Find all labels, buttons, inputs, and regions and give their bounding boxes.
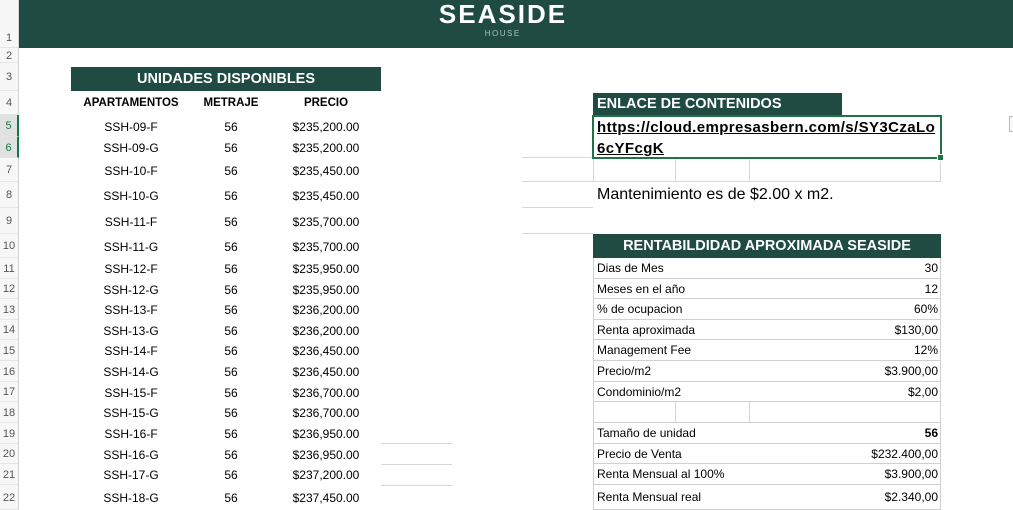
edge-shape xyxy=(1009,116,1013,132)
unit-price-cell[interactable]: $237,450.00 xyxy=(292,491,360,505)
row-header-20[interactable]: 20 xyxy=(0,444,19,464)
unit-code-cell[interactable]: SSH-18-G xyxy=(103,491,159,505)
unit-size-cell[interactable]: 56 xyxy=(224,447,238,462)
profitability-label-cell[interactable]: Renta aproximada xyxy=(597,322,696,337)
row-header-7[interactable]: 7 xyxy=(0,158,19,182)
row-header-19[interactable]: 19 xyxy=(0,423,19,444)
unit-code-cell[interactable]: SSH-11-G xyxy=(103,239,159,254)
row-header-5[interactable]: 5 xyxy=(0,115,19,137)
unit-code-cell[interactable]: SSH-11-F xyxy=(104,214,158,229)
unit-size-cell[interactable]: 56 xyxy=(224,491,238,505)
profitability-value-cell[interactable]: $3.900,00 xyxy=(884,467,938,481)
unit-code-cell[interactable]: SSH-16-G xyxy=(103,447,159,462)
unit-size-cell[interactable]: 56 xyxy=(224,344,238,358)
seaside-banner xyxy=(19,0,1013,48)
unit-price-cell[interactable]: $235,700.00 xyxy=(292,214,360,229)
unit-size-cell[interactable]: 56 xyxy=(224,214,238,229)
unit-size-cell[interactable]: 56 xyxy=(224,406,238,420)
unit-size-cell[interactable]: 56 xyxy=(224,385,238,400)
unit-price-cell[interactable]: $236,200.00 xyxy=(292,303,360,317)
unit-price-cell[interactable]: $236,450.00 xyxy=(292,365,360,379)
unit-code-cell[interactable]: SSH-10-G xyxy=(103,188,159,203)
unit-code-cell[interactable]: SSH-17-G xyxy=(103,468,159,482)
profitability-row xyxy=(593,299,941,320)
unit-price-cell[interactable]: $235,450.00 xyxy=(292,163,360,178)
contents-link[interactable]: https://cloud.empresasbern.com/s/SY3CzaLo6cYFcgK xyxy=(597,119,936,157)
profitability-label-cell[interactable]: Condominio/m2 xyxy=(597,384,682,399)
unit-size-cell[interactable]: 56 xyxy=(224,188,238,203)
unit-price-cell[interactable]: $235,950.00 xyxy=(292,282,360,297)
gridline xyxy=(749,158,750,182)
unit-code-cell[interactable]: SSH-14-G xyxy=(103,365,159,379)
profitability-label-cell[interactable]: Tamaño de unidad xyxy=(597,426,696,440)
gridline xyxy=(381,485,452,486)
row-header-11[interactable]: 11 xyxy=(0,258,19,279)
unit-price-cell[interactable]: $235,700.00 xyxy=(292,239,360,254)
profitability-row xyxy=(593,258,941,279)
profitability-label-cell[interactable]: Renta Mensual real xyxy=(597,490,702,504)
unit-code-cell[interactable]: SSH-09-G xyxy=(103,141,159,155)
column-header-metraje[interactable]: METRAJE xyxy=(203,97,259,109)
profitability-title-cell[interactable]: RENTABILDIDAD APROXIMADA SEASIDE xyxy=(593,234,941,258)
profitability-label-cell[interactable]: Meses en el año xyxy=(597,281,686,296)
unit-size-cell[interactable]: 56 xyxy=(224,427,238,441)
gridline xyxy=(940,158,941,182)
unit-size-cell[interactable]: 56 xyxy=(224,119,238,134)
gridline xyxy=(522,207,593,208)
unit-price-cell[interactable]: $236,700.00 xyxy=(292,385,360,400)
unit-size-cell[interactable]: 56 xyxy=(224,239,238,254)
profitability-row xyxy=(593,279,941,299)
row-header-2[interactable]: 2 xyxy=(0,48,19,63)
gridline xyxy=(522,233,593,234)
profitability-value-cell[interactable]: 12 xyxy=(924,281,938,296)
unit-size-cell[interactable]: 56 xyxy=(224,262,238,276)
gridline xyxy=(381,464,452,465)
row-header-22[interactable]: 22 xyxy=(0,485,19,510)
unit-code-cell[interactable]: SSH-12-F xyxy=(104,262,158,276)
profitability-value-cell[interactable]: $130,00 xyxy=(894,322,938,337)
unit-price-cell[interactable]: $235,200.00 xyxy=(292,141,360,155)
profitability-label-cell[interactable]: Management Fee xyxy=(597,343,692,357)
row-header-18[interactable]: 18 xyxy=(0,402,19,423)
row-header-3[interactable]: 3 xyxy=(0,63,19,91)
profitability-label-cell[interactable]: Precio/m2 xyxy=(597,364,652,378)
profitability-value-cell[interactable]: $2,00 xyxy=(907,384,938,399)
profitability-label-cell[interactable]: Precio de Venta xyxy=(597,446,682,461)
profitability-row xyxy=(593,423,941,444)
profitability-value-cell[interactable]: 60% xyxy=(913,302,938,316)
unit-code-cell[interactable]: SSH-16-F xyxy=(104,427,158,441)
unit-code-cell[interactable]: SSH-13-G xyxy=(103,323,159,338)
unit-price-cell[interactable]: $236,950.00 xyxy=(292,427,360,441)
gridline xyxy=(593,158,594,182)
unit-size-cell[interactable]: 56 xyxy=(224,141,238,155)
gridline xyxy=(675,158,676,182)
row-header-13[interactable]: 13 xyxy=(0,299,19,320)
units-title-cell[interactable]: UNIDADES DISPONIBLES xyxy=(71,67,381,91)
unit-price-cell[interactable]: $236,200.00 xyxy=(292,323,360,338)
row-header-14[interactable]: 14 xyxy=(0,320,19,340)
gridline xyxy=(749,402,750,423)
unit-size-cell[interactable]: 56 xyxy=(224,303,238,317)
profitability-value-cell[interactable]: $232.400,00 xyxy=(871,446,938,461)
profitability-row xyxy=(593,361,941,382)
unit-size-cell[interactable]: 56 xyxy=(224,468,238,482)
profitability-value-cell[interactable]: 30 xyxy=(924,261,938,275)
profitability-row xyxy=(593,444,941,464)
gridline xyxy=(675,402,676,423)
row-header-16[interactable]: 16 xyxy=(0,361,19,382)
unit-price-cell[interactable]: $236,950.00 xyxy=(292,447,360,462)
unit-price-cell[interactable]: $236,450.00 xyxy=(292,344,360,358)
row-header-6[interactable]: 6 xyxy=(0,137,19,158)
unit-code-cell[interactable]: SSH-13-F xyxy=(104,303,158,317)
unit-price-cell[interactable]: $235,450.00 xyxy=(292,188,360,203)
column-header-precio[interactable]: PRECIO xyxy=(303,97,349,109)
unit-code-cell[interactable]: SSH-10-F xyxy=(104,163,158,178)
profitability-value-cell[interactable]: 12% xyxy=(913,343,938,357)
contents-link-title-cell[interactable]: ENLACE DE CONTENIDOS xyxy=(593,93,842,115)
unit-code-cell[interactable]: SSH-09-F xyxy=(104,119,158,134)
row-header-17[interactable]: 17 xyxy=(0,382,19,402)
logo-title: SEASIDE xyxy=(438,0,568,29)
profitability-row xyxy=(593,382,941,402)
unit-size-cell[interactable]: 56 xyxy=(224,282,238,297)
profitability-value-cell[interactable]: 56 xyxy=(924,426,938,440)
unit-price-cell[interactable]: $237,200.00 xyxy=(292,468,360,482)
gridline xyxy=(381,443,452,444)
row-header-12[interactable]: 12 xyxy=(0,279,19,299)
row-header-4[interactable]: 4 xyxy=(0,91,19,115)
gridline xyxy=(522,157,593,158)
row-header-15[interactable]: 15 xyxy=(0,340,19,361)
unit-price-cell[interactable]: $236,700.00 xyxy=(292,406,360,420)
profitability-row xyxy=(593,402,941,423)
profitability-row xyxy=(593,340,941,361)
profitability-row xyxy=(593,320,941,340)
profitability-value-cell[interactable]: $3.900,00 xyxy=(884,364,938,378)
unit-price-cell[interactable]: $235,950.00 xyxy=(292,262,360,276)
row-header-1[interactable]: 1 xyxy=(0,0,19,48)
unit-size-cell[interactable]: 56 xyxy=(224,163,238,178)
logo-subtitle: HOUSE xyxy=(484,29,521,38)
unit-code-cell[interactable]: SSH-15-F xyxy=(104,385,158,400)
profitability-row xyxy=(593,464,941,485)
contents-link-cell[interactable] xyxy=(592,115,942,159)
seaside-house-logo xyxy=(435,0,569,48)
row-header-9[interactable]: 9 xyxy=(0,208,19,234)
unit-code-cell[interactable]: SSH-14-F xyxy=(104,344,158,358)
profitability-row xyxy=(593,485,941,510)
profitability-label-cell[interactable]: Renta Mensual al 100% xyxy=(597,467,725,481)
row-header-10[interactable]: 10 xyxy=(0,234,19,258)
fill-handle[interactable] xyxy=(937,154,944,161)
profitability-label-cell[interactable]: Dias de Mes xyxy=(597,261,664,275)
row-header-21[interactable]: 21 xyxy=(0,464,19,485)
profitability-label-cell[interactable]: % de ocupacion xyxy=(597,302,683,316)
row-header-8[interactable]: 8 xyxy=(0,182,19,208)
maintenance-note-cell[interactable]: Mantenimiento es de $2.00 x m2. xyxy=(597,186,834,203)
unit-code-cell[interactable]: SSH-12-G xyxy=(103,282,159,297)
unit-size-cell[interactable]: 56 xyxy=(224,365,238,379)
unit-code-cell[interactable]: SSH-15-G xyxy=(103,406,159,420)
unit-size-cell[interactable]: 56 xyxy=(224,323,238,338)
column-header-apartamentos[interactable]: APARTAMENTOS xyxy=(83,97,179,109)
profitability-value-cell[interactable]: $2.340,00 xyxy=(884,490,938,504)
unit-price-cell[interactable]: $235,200.00 xyxy=(292,119,360,134)
